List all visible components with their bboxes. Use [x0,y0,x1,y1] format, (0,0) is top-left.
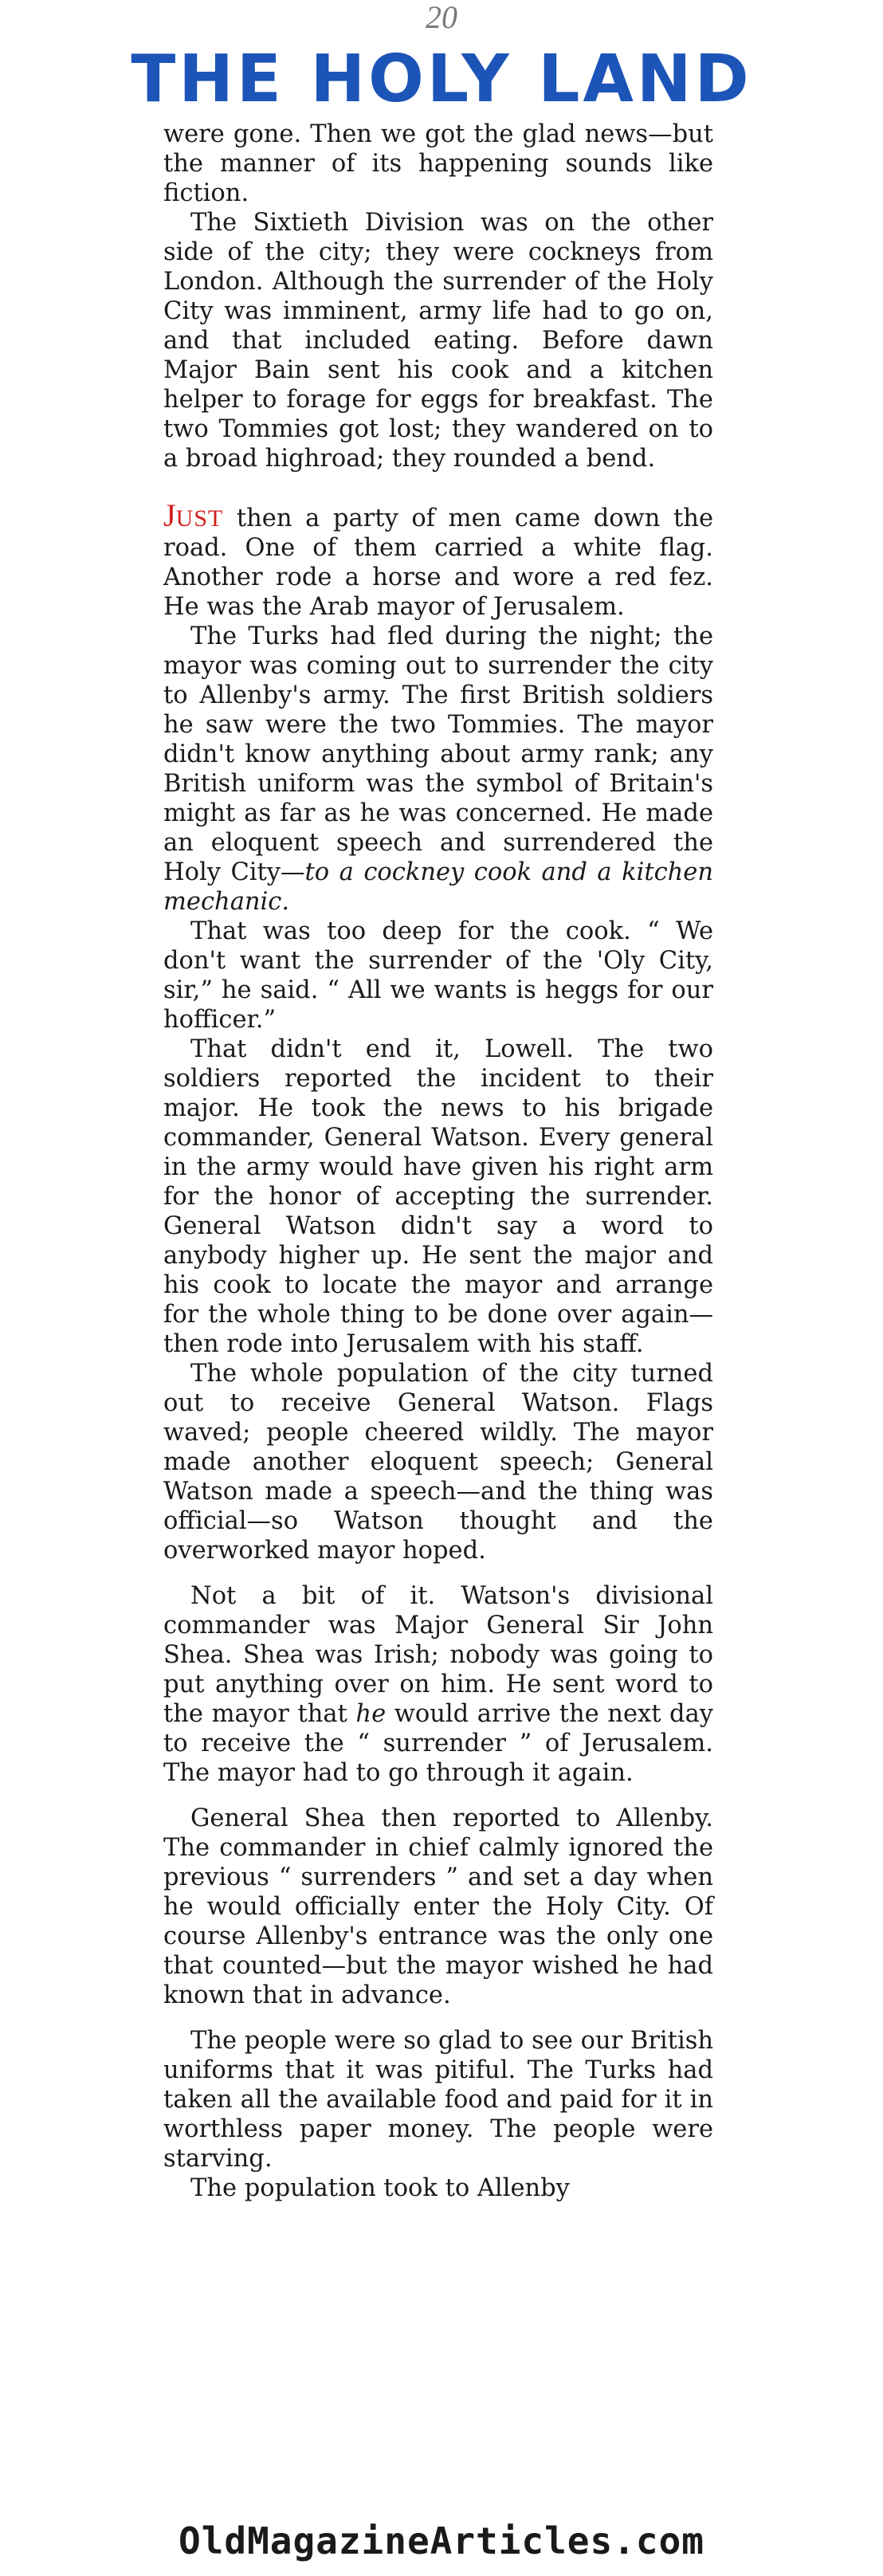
article-paragraph: General Shea then reported to Allenby. The commander in chief calmly ignored the previous “ surrenders ” and set a day when he would officially enter the Holy City. Of course Allenby's entrance was the only one that counted—but the mayor wished he had known that in advance. [163,1804,713,2009]
paragraph-text: Not a bit of it. Watson's divisional commander was Major General Sir John Shea. Shea was Irish; nobody was going to put anything over on him. He sent word to the mayor that [163,1582,713,1728]
article-paragraph [163,622,713,917]
footer-watermark: OldMagazineArticles.com [179,2519,704,2562]
article-paragraph: The whole population of the city turned out to receive General Watson. Flags waved; people cheered wildly. The mayor made another eloquent speech; General Watson made a speech—and the thing was official—so Watson thought and the overworked mayor hoped. [163,1360,713,1565]
small-caps-lead: UST [175,505,224,532]
masthead-title: THE HOLY LAND [131,41,752,117]
drop-cap: J [163,497,176,533]
article-body [163,120,713,2203]
paragraph-text: would arrive the next day to receive the “ surrender ” of Jerusalem. The mayor had to go through it again. [163,1700,713,1787]
page-number: 20 [426,0,457,35]
article-paragraph: That was too deep for the cook. “ We don't want the surrender of the 'Oly City, sir,” he said. “ All we wants is heggs for our hofficer.” [163,917,713,1034]
article-paragraph-dropcap [163,497,713,622]
article-paragraph: That didn't end it, Lowell. The two soldiers reported the incident to their major. He took the news to his brigade commander, General Watson. Every general in the army would have given his right arm for the honor of accepting the surrender. General Watson didn't say a word to anybody higher up. He sent the major and his cook to locate the mayor and arrange for the whole thing to be done over again—then rode into Jerusalem with his staff. [163,1035,713,1358]
italic-text: he [355,1700,387,1728]
article-paragraph: were gone. Then we got the glad news—but the manner of its happening sounds like fiction. [163,120,713,207]
paragraph-text: The Turks had fled during the night; the mayor was coming out to surrender the city to Allenby's army. The first British soldiers he saw were the two Tommies. The mayor didn't know anything about army rank; any British uniform was the symbol of Britain's might as far as he was concerned. He made an eloquent speech and surrendered the Holy City— [163,622,713,886]
article-paragraph [163,1581,713,1788]
article-paragraph: The population took to Allenby [190,2174,570,2202]
italic-text: to a cockney cook and a kitchen mechanic. [163,858,713,916]
article-paragraph: The Sixtieth Division was on the other side of the city; they were cockneys from London. Although the surrender of the Holy City was imminent, army life had to go on, and that included eating. Before dawn Major Bain sent his cook and a kitchen helper to forage for eggs for breakfast. The two Tommies got lost; they wandered on to a broad highroad; they rounded a bend. [163,209,713,473]
article-paragraph: The people were so glad to see our British uniforms that it was pitiful. The Turks had taken all the available food and paid for it in worthless paper money. The people were starving. [163,2027,713,2173]
paragraph-text: then a party of men came down the road. One of them carried a white flag. Another rode a horse and wore a red fez. He was the Arab mayor of Jerusalem. [163,505,713,621]
